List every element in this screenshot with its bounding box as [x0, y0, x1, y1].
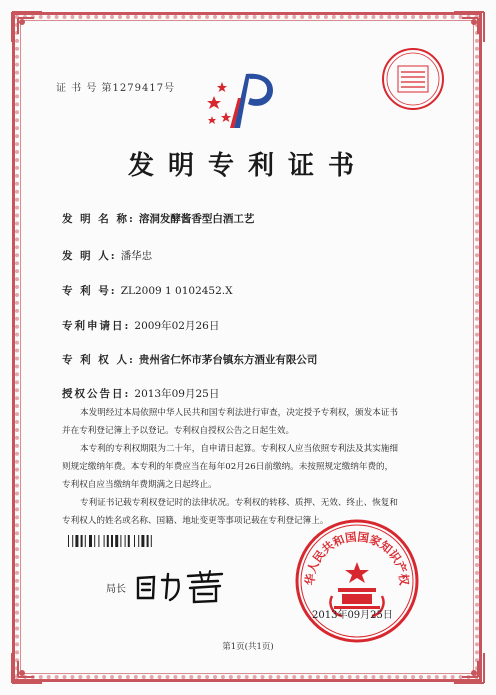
invention-name-label: 发 明 名 称:	[62, 213, 135, 225]
patent-number-row	[62, 283, 233, 298]
body-line: 则规定缴纳年费。本专利的年费应当在每年02月26日前缴纳。未按照规定缴纳年费的，	[62, 462, 394, 472]
barcode-icon	[68, 532, 200, 544]
grant-date-row	[62, 386, 219, 401]
certificate-number: 证 书 号 第1279417号	[56, 83, 176, 94]
invention-name-row	[62, 211, 254, 226]
patentee-value: 贵州省仁怀市茅台镇东方酒业有限公司	[138, 354, 318, 366]
patent-number-label: 专 利 号:	[62, 285, 117, 297]
body-line: 专利权人的姓名或名称、国籍、地址变更等事项记载在专利登记簿上。	[62, 516, 329, 526]
patent-number-value: ZL2009 1 0102452.X	[120, 285, 233, 297]
corner-ornament-icon	[10, 10, 44, 44]
corner-ornament-icon	[452, 10, 486, 44]
grant-date-label: 授权公告日:	[62, 388, 131, 400]
filing-date-row	[62, 318, 219, 333]
copy-verification-stamp	[380, 46, 446, 112]
inventor-row	[62, 248, 152, 263]
body-line: 专利权自应当缴纳年费期满之日起终止。	[62, 480, 217, 490]
body-line: 本发明经过本局依照中华人民共和国专利法进行审查，决定授予专利权，颁发本证书	[80, 408, 398, 418]
body-line: 并在专利登记簿上予以登记。专利权自授权公告之日起生效。	[62, 426, 295, 436]
filing-date-label: 专利申请日:	[62, 320, 131, 332]
invention-name-value: 溶洞发酵酱香型白酒工艺	[138, 213, 255, 225]
director-signature	[132, 568, 228, 606]
corner-ornament-icon	[10, 651, 44, 685]
filing-date-value: 2009年02月26日	[134, 320, 220, 332]
inventor-label: 发 明 人:	[62, 250, 117, 262]
page-number: 第1页(共1页)	[222, 642, 274, 652]
patent-office-emblem-icon	[204, 68, 280, 134]
body-line: 专利证书记载专利权登记时的法律状况。专利权的转移、质押、无效、终止、恢复和	[80, 498, 398, 508]
grant-date-value: 2013年09月25日	[134, 388, 220, 400]
patentee-row	[62, 352, 317, 367]
corner-ornament-icon	[452, 651, 486, 685]
inventor-value: 潘华忠	[120, 250, 153, 262]
certificate-body	[62, 404, 434, 530]
page-title: 发明专利证书	[127, 151, 368, 181]
director-signature-block	[106, 572, 226, 608]
official-seal	[294, 518, 420, 644]
seal-date: 2013年09月25日	[312, 610, 393, 621]
seal-text: 华人民共和国国家知识产权	[302, 529, 412, 586]
patentee-label: 专 利 权 人:	[62, 354, 135, 366]
body-line: 本专利的专利权期限为二十年，自申请日起算。专利权人应当依照专利法及其实施细	[80, 444, 398, 454]
director-label: 局长	[106, 584, 126, 595]
